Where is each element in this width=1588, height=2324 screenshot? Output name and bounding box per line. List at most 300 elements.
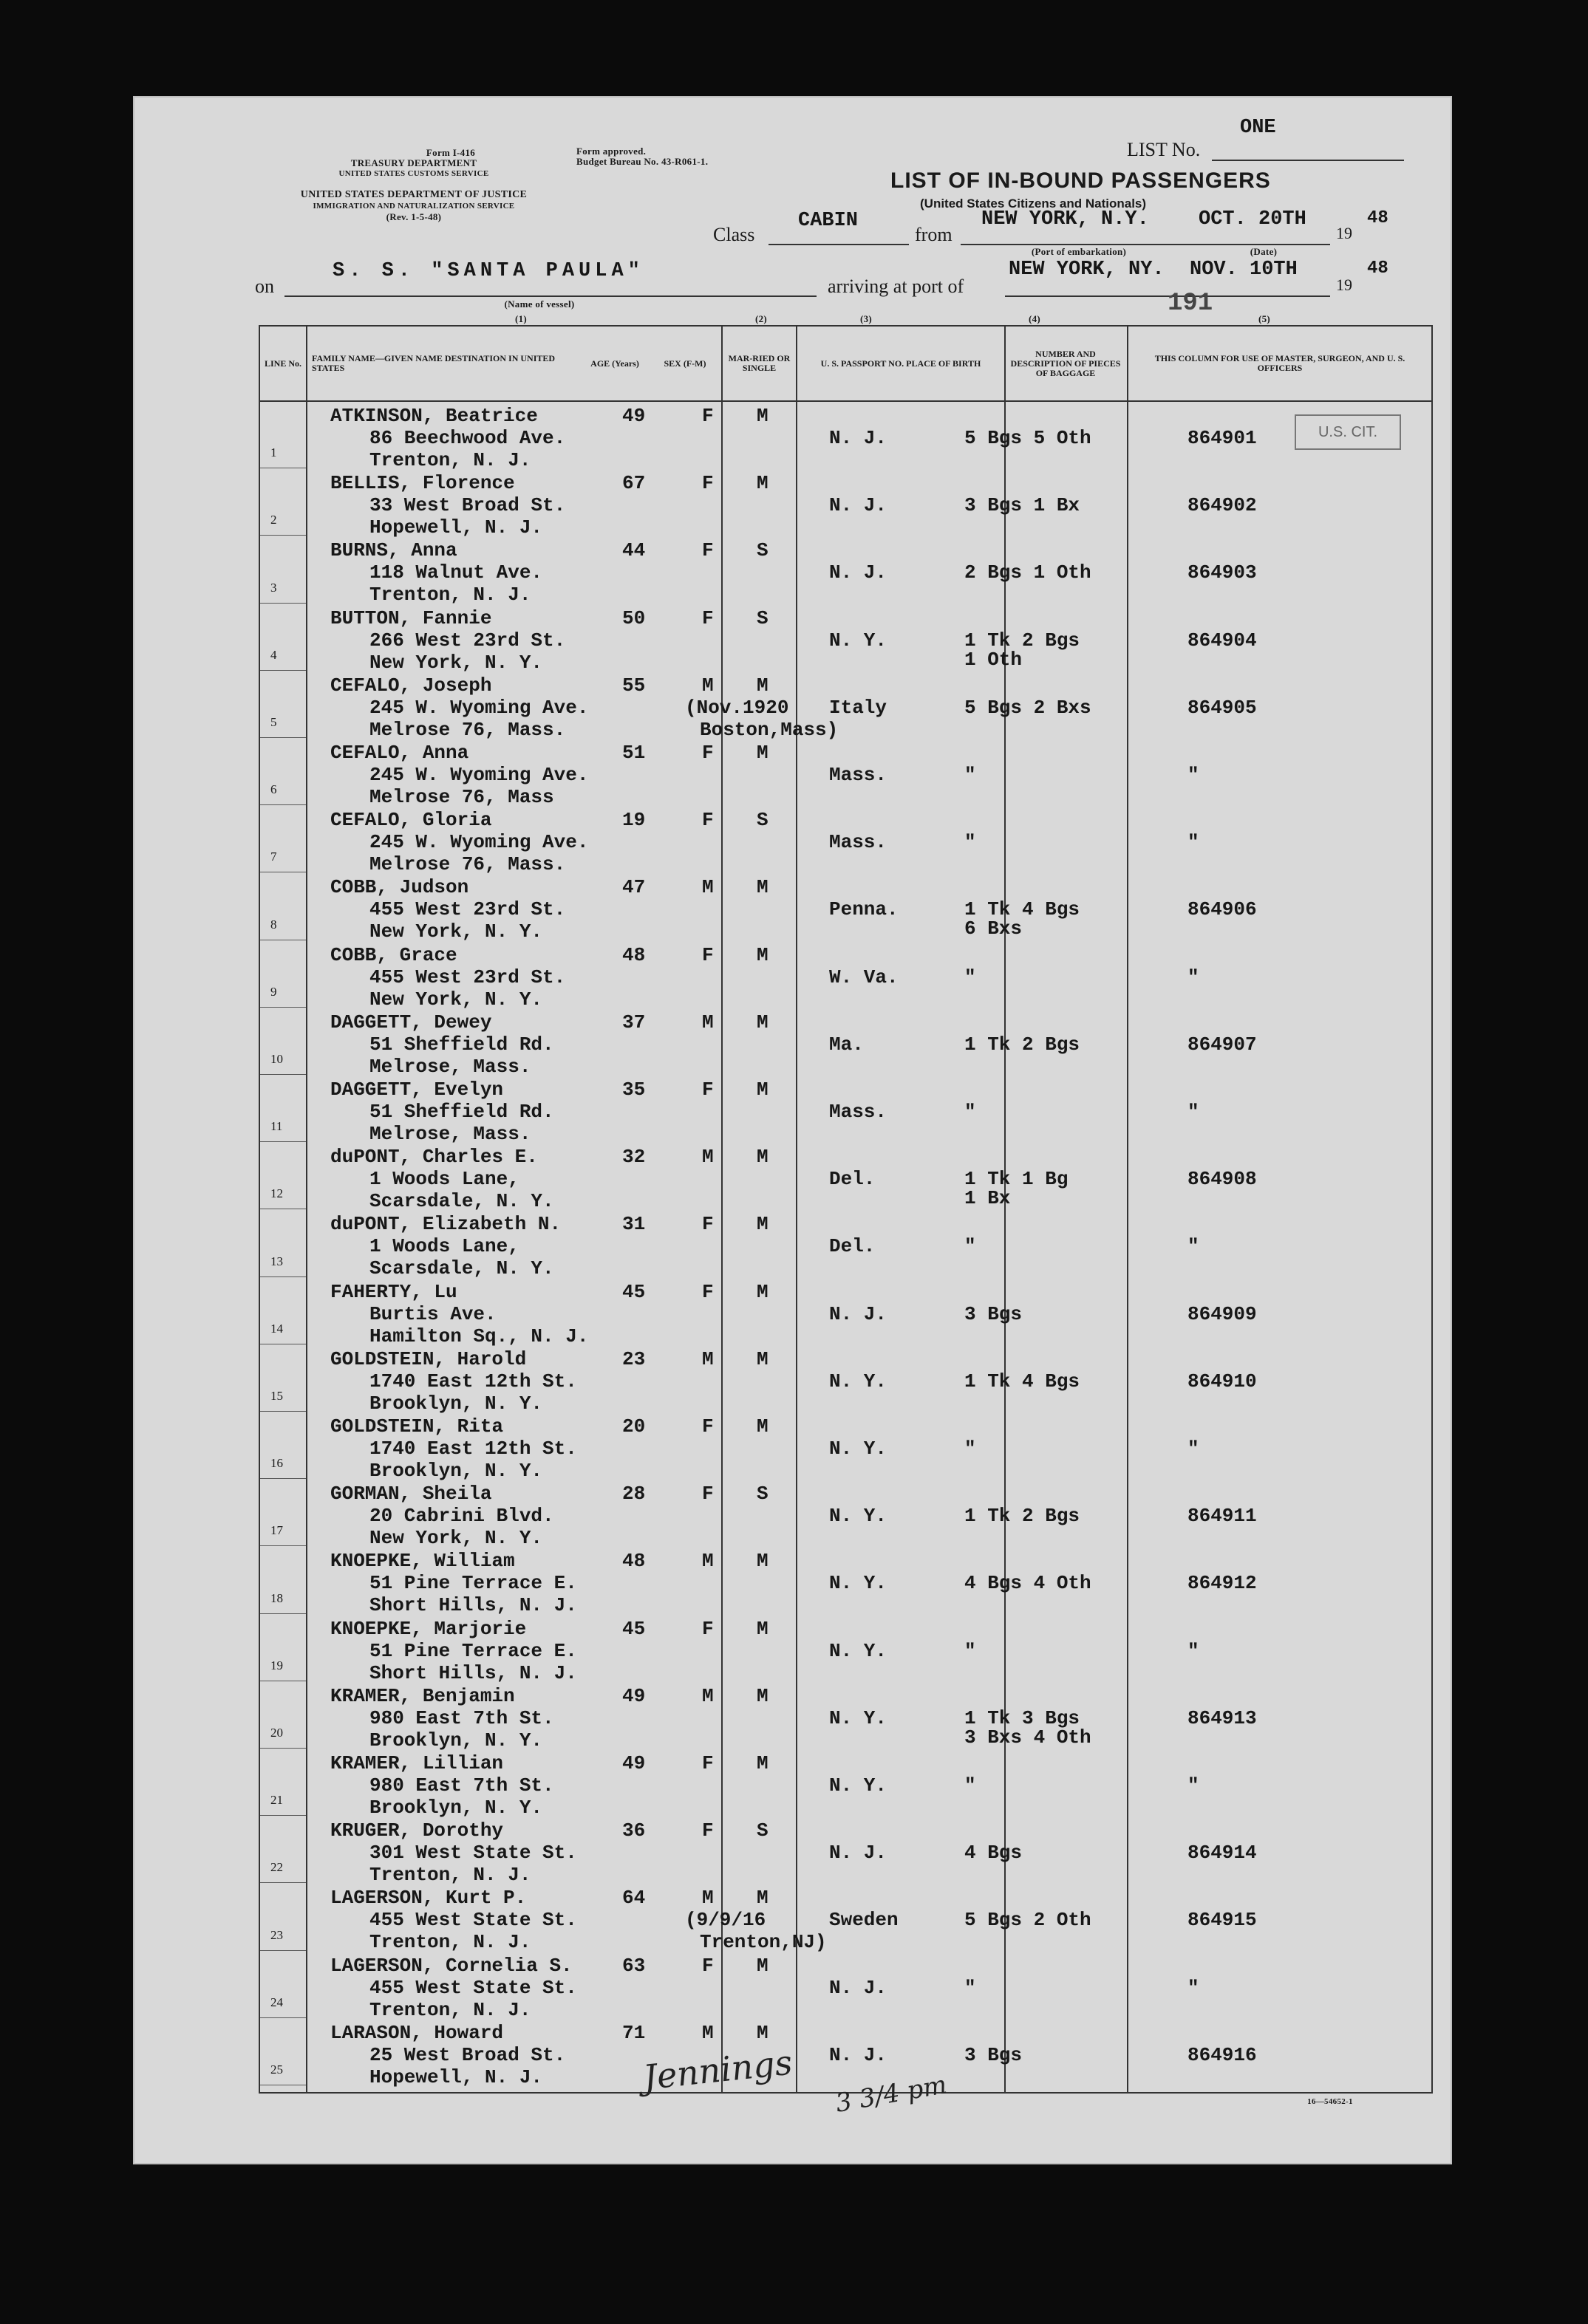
line-number: 24 xyxy=(270,1995,283,2009)
baggage: 5 Bgs 2 Oth xyxy=(964,1909,1091,1932)
destination-street: 245 W. Wyoming Ave. xyxy=(369,764,589,786)
passenger-name: COBB, Grace xyxy=(330,943,457,966)
baggage: 3 Bgs xyxy=(964,2043,1023,2066)
passenger-age: 71 xyxy=(622,2021,646,2044)
revision: (Rev. 1-5-48) xyxy=(386,211,442,222)
destination-street: 455 West 23rd St. xyxy=(369,898,566,921)
passenger-sex: F xyxy=(702,1752,714,1774)
officer-number: 864904 xyxy=(1187,629,1257,652)
baggage: 4 Bgs 4 Oth xyxy=(964,1572,1091,1595)
officer-number: 864916 xyxy=(1187,2043,1257,2066)
destination-street: 1 Woods Lane, xyxy=(369,1168,519,1191)
baggage: 1 Tk 4 Bgs xyxy=(964,898,1080,921)
marital-status: M xyxy=(757,472,769,495)
place-of-birth: Sweden xyxy=(829,1909,899,1932)
destination-street: 245 W. Wyoming Ave. xyxy=(369,831,589,854)
passenger-name: CEFALO, Anna xyxy=(330,742,469,764)
destination-street: 301 West State St. xyxy=(369,1842,577,1865)
line-number: 22 xyxy=(270,1860,283,1875)
port-note: (Port of embarkation) xyxy=(1031,246,1127,257)
row-divider xyxy=(260,1141,306,1142)
passenger-sex: M xyxy=(702,2021,714,2044)
budget-bureau: Budget Bureau No. 43-R061-1. xyxy=(576,156,709,167)
row-divider xyxy=(260,1074,306,1075)
col-num-3: (3) xyxy=(859,313,873,324)
line-number: 17 xyxy=(270,1523,283,1538)
baggage: " xyxy=(964,1235,976,1258)
destination-city: Melrose, Mass. xyxy=(369,1123,531,1145)
arriving-label: arriving at port of xyxy=(828,276,964,297)
officer-number: 864911 xyxy=(1187,1505,1257,1528)
arrival-date: NOV. 10TH xyxy=(1190,259,1298,281)
passenger-age: 31 xyxy=(622,1213,646,1236)
officer-number: 864909 xyxy=(1187,1302,1257,1325)
marital-status: M xyxy=(757,1079,769,1101)
marital-status: M xyxy=(757,2021,769,2044)
place-of-birth: N. Y. xyxy=(829,1572,887,1595)
passenger-sex: F xyxy=(702,1617,714,1640)
row-divider xyxy=(260,535,306,536)
passenger-sex: F xyxy=(702,943,714,966)
passenger-age: 37 xyxy=(622,1011,646,1033)
class-label: Class xyxy=(713,224,755,245)
marital-status: M xyxy=(757,742,769,764)
destination-street: 33 West Broad St. xyxy=(369,494,566,517)
destination-street: 980 East 7th St. xyxy=(369,1774,554,1797)
destination-street: 980 East 7th St. xyxy=(369,1706,554,1729)
row-divider xyxy=(260,1007,306,1008)
line-number: 3 xyxy=(270,580,277,595)
row-divider xyxy=(260,1748,306,1749)
officer-number: 864903 xyxy=(1187,561,1257,584)
marital-status: M xyxy=(757,943,769,966)
col-num-1: (1) xyxy=(514,313,528,324)
destination-city: Brooklyn, N. Y. xyxy=(369,1392,543,1415)
passenger-age: 23 xyxy=(622,1347,646,1370)
line-number: 6 xyxy=(270,782,277,797)
passenger-age: 19 xyxy=(622,809,646,832)
passenger-age: 50 xyxy=(622,606,646,629)
line-number: 12 xyxy=(270,1186,283,1201)
destination-city: Short Hills, N. J. xyxy=(369,1594,577,1617)
from-year: 48 xyxy=(1367,208,1388,228)
passenger-name: GOLDSTEIN, Harold xyxy=(330,1347,527,1370)
marital-status: M xyxy=(757,1011,769,1033)
destination-city: Trenton, N. J. xyxy=(369,1864,531,1887)
destination-city: Trenton, N. J. xyxy=(369,449,531,471)
destination-street: 118 Walnut Ave. xyxy=(369,561,543,584)
destination-street: 86 Beechwood Ave. xyxy=(369,427,566,449)
on-label: on xyxy=(255,276,274,297)
baggage: " xyxy=(964,1438,976,1460)
line-number: 18 xyxy=(270,1590,283,1605)
destination-street: 51 Sheffield Rd. xyxy=(369,1033,554,1056)
passenger-sex: M xyxy=(702,876,714,899)
destination-city: New York, N. Y. xyxy=(369,920,543,943)
header-name: FAMILY NAME—GIVEN NAME DESTINATION IN UNITED STATES xyxy=(312,353,556,373)
marital-status: M xyxy=(757,1752,769,1774)
passenger-age: 36 xyxy=(622,1819,646,1842)
baggage: " xyxy=(964,831,976,854)
passenger-name: KRAMER, Lillian xyxy=(330,1752,504,1774)
baggage: 2 Bgs 1 Oth xyxy=(964,561,1091,584)
row-divider xyxy=(260,603,306,604)
passenger-name: DAGGETT, Dewey xyxy=(330,1011,492,1033)
header-line-no: LINE No. xyxy=(264,358,301,369)
destination-city: Scarsdale, N. Y. xyxy=(369,1257,554,1280)
passenger-age: 47 xyxy=(622,876,646,899)
line-number: 4 xyxy=(270,647,277,662)
passenger-age: 67 xyxy=(622,472,646,495)
baggage-extra: 1 Bx xyxy=(964,1187,1011,1210)
officer-number: " xyxy=(1187,966,1199,988)
row-divider xyxy=(260,1950,306,1951)
place-of-birth: Mass. xyxy=(829,764,887,786)
row-divider xyxy=(260,2017,306,2018)
officer-number: 864908 xyxy=(1187,1168,1257,1191)
passenger-name: BUTTON, Fannie xyxy=(330,606,492,629)
header-officers: THIS COLUMN FOR USE OF MASTER, SURGEON, AND U. S. OFFICERS xyxy=(1154,353,1405,373)
inspector-signature: Jennings xyxy=(641,2042,794,2098)
marital-status: M xyxy=(757,405,769,427)
row-divider xyxy=(260,1545,306,1546)
place-of-birth: Del. xyxy=(829,1235,876,1258)
line-number: 1 xyxy=(270,445,277,460)
passenger-name: LAGERSON, Cornelia S. xyxy=(330,1954,573,1977)
line-number: 10 xyxy=(270,1052,283,1066)
header-sex: SEX (F-M) xyxy=(664,358,706,369)
officer-number: 864914 xyxy=(1187,1842,1257,1865)
officer-number: 864915 xyxy=(1187,1909,1257,1932)
passenger-age: 48 xyxy=(622,943,646,966)
passenger-name: KNOEPKE, William xyxy=(330,1550,515,1573)
list-label: LIST No. xyxy=(1127,139,1201,160)
place-of-birth: N. Y. xyxy=(829,1370,887,1392)
baggage: 5 Bgs 5 Oth xyxy=(964,427,1091,449)
destination-city: Melrose, Mass. xyxy=(369,1055,531,1078)
row-divider xyxy=(260,1882,306,1883)
passenger-sex: F xyxy=(702,1079,714,1101)
destination-street: 1740 East 12th St. xyxy=(369,1438,577,1460)
passenger-sex: F xyxy=(702,742,714,764)
baggage: " xyxy=(964,764,976,786)
treasury-dept: TREASURY DEPARTMENT xyxy=(350,157,477,168)
place-of-birth: Mass. xyxy=(829,831,887,854)
passenger-sex: M xyxy=(702,674,714,697)
marital-status: S xyxy=(757,1483,769,1506)
place-of-birth: N. J. xyxy=(829,1976,887,1999)
officer-number: " xyxy=(1187,764,1199,786)
marital-status: M xyxy=(757,1550,769,1573)
destination-street: 455 West 23rd St. xyxy=(369,966,566,988)
passenger-name: KNOEPKE, Marjorie xyxy=(330,1617,527,1640)
justice-dept: UNITED STATES DEPARTMENT OF JUSTICE xyxy=(300,189,528,200)
list-number: ONE xyxy=(1240,117,1276,139)
officer-number: " xyxy=(1187,1976,1199,1999)
passenger-age: 55 xyxy=(622,674,646,697)
passenger-name: FAHERTY, Lu xyxy=(330,1280,457,1303)
place-of-birth: Italy xyxy=(829,696,887,719)
col-num-5: (5) xyxy=(1258,313,1271,324)
passenger-sex: F xyxy=(702,539,714,562)
officer-number: " xyxy=(1187,1438,1199,1460)
place-of-birth: N. Y. xyxy=(829,1706,887,1729)
officer-number: 864907 xyxy=(1187,1033,1257,1056)
baggage: " xyxy=(964,966,976,988)
baggage: 5 Bgs 2 Bxs xyxy=(964,696,1091,719)
place-of-birth: Penna. xyxy=(829,898,899,921)
line-number: 5 xyxy=(270,715,277,729)
passenger-sex: M xyxy=(702,1684,714,1707)
passenger-age: 51 xyxy=(622,742,646,764)
col-num-2: (2) xyxy=(754,313,768,324)
passenger-name: KRUGER, Dorothy xyxy=(330,1819,504,1842)
naturalization-note: (Nov.1920 xyxy=(685,696,789,719)
passenger-name: GOLDSTEIN, Rita xyxy=(330,1415,504,1438)
marital-status: M xyxy=(757,1684,769,1707)
header-married: MAR-RIED OR SINGLE xyxy=(728,353,791,373)
footer-code: 16—54652-1 xyxy=(1307,2097,1353,2106)
us-citizen-stamp: U.S. CIT. xyxy=(1295,414,1401,450)
passenger-age: 28 xyxy=(622,1483,646,1506)
officer-number: 864901 xyxy=(1187,427,1257,449)
passenger-sex: F xyxy=(702,472,714,495)
year-prefix-2: 19 xyxy=(1336,276,1352,294)
destination-street: 20 Cabrini Blvd. xyxy=(369,1505,554,1528)
destination-street: 51 Pine Terrace E. xyxy=(369,1572,577,1595)
baggage: 3 Bgs 1 Bx xyxy=(964,494,1080,517)
passenger-age: 48 xyxy=(622,1550,646,1573)
header-age: AGE (Years) xyxy=(590,358,639,369)
naturalization-note: (9/9/16 xyxy=(685,1909,766,1932)
row-divider xyxy=(260,804,306,805)
destination-street: 1740 East 12th St. xyxy=(369,1370,577,1392)
destination-city: Trenton, N. J. xyxy=(369,1931,531,1954)
marital-status: M xyxy=(757,674,769,697)
passenger-name: ATKINSON, Beatrice xyxy=(330,405,538,427)
customs-service: UNITED STATES CUSTOMS SERVICE xyxy=(338,169,489,178)
destination-city: New York, N. Y. xyxy=(369,988,543,1011)
marital-status: M xyxy=(757,1146,769,1169)
passenger-name: CEFALO, Joseph xyxy=(330,674,492,697)
list-title: LIST OF IN-BOUND PASSENGERS xyxy=(890,168,1271,193)
destination-city: Hopewell, N. J. xyxy=(369,2065,543,2088)
passenger-age: 49 xyxy=(622,1684,646,1707)
destination-street: 1 Woods Lane, xyxy=(369,1235,519,1258)
passenger-age: 49 xyxy=(622,405,646,427)
destination-city: Hopewell, N. J. xyxy=(369,516,543,539)
year-prefix-1: 19 xyxy=(1336,224,1352,242)
passenger-sex: F xyxy=(702,606,714,629)
row-divider xyxy=(260,737,306,738)
line-number: 15 xyxy=(270,1389,283,1403)
destination-city: Brooklyn, N. Y. xyxy=(369,1460,543,1482)
baggage: " xyxy=(964,1976,976,1999)
destination-city: New York, N. Y. xyxy=(369,1527,543,1550)
destination-city: Brooklyn, N. Y. xyxy=(369,1797,543,1819)
place-of-birth: Del. xyxy=(829,1168,876,1191)
destination-city: Melrose 76, Mass. xyxy=(369,718,566,741)
baggage: 1 Tk 2 Bgs xyxy=(964,1505,1080,1528)
destination-city: New York, N. Y. xyxy=(369,651,543,674)
passenger-sex: M xyxy=(702,1887,714,1910)
destination-city: Scarsdale, N. Y. xyxy=(369,1190,554,1213)
marital-status: S xyxy=(757,809,769,832)
baggage: " xyxy=(964,1639,976,1662)
passenger-sex: F xyxy=(702,1819,714,1842)
passenger-sex: F xyxy=(702,1280,714,1303)
arrival-port: NEW YORK, NY. xyxy=(1009,259,1165,281)
destination-city: Melrose 76, Mass. xyxy=(369,853,566,876)
officer-number: " xyxy=(1187,1774,1199,1797)
form-approved: Form approved. xyxy=(576,146,647,157)
header-baggage: NUMBER AND DESCRIPTION OF PIECES OF BAGGAGE xyxy=(1010,348,1121,378)
passenger-sex: M xyxy=(702,1550,714,1573)
destination-city: Brooklyn, N. Y. xyxy=(369,1729,543,1751)
line-number: 13 xyxy=(270,1254,283,1268)
destination-city: Short Hills, N. J. xyxy=(369,1661,577,1684)
officer-number: " xyxy=(1187,831,1199,854)
line-number: 7 xyxy=(270,850,277,864)
marital-status: M xyxy=(757,876,769,899)
passenger-name: duPONT, Elizabeth N. xyxy=(330,1213,562,1236)
officer-number: " xyxy=(1187,1101,1199,1123)
place-of-birth: Ma. xyxy=(829,1033,864,1056)
place-of-birth: N. Y. xyxy=(829,1505,887,1528)
marital-status: M xyxy=(757,1415,769,1438)
passenger-name: LAGERSON, Kurt P. xyxy=(330,1887,527,1910)
passenger-age: 45 xyxy=(622,1617,646,1640)
passenger-sex: F xyxy=(702,405,714,427)
passenger-age: 35 xyxy=(622,1079,646,1101)
naturalization-place: Boston,Mass) xyxy=(700,718,839,741)
marital-status: M xyxy=(757,1887,769,1910)
baggage: 1 Tk 4 Bgs xyxy=(964,1370,1080,1392)
baggage: " xyxy=(964,1101,976,1123)
class-value: CABIN xyxy=(798,210,859,232)
vessel-note: (Name of vessel) xyxy=(504,298,575,310)
passenger-sex: M xyxy=(702,1347,714,1370)
line-number: 16 xyxy=(270,1456,283,1471)
place-of-birth: N. J. xyxy=(829,1842,887,1865)
passenger-name: duPONT, Charles E. xyxy=(330,1146,538,1169)
baggage: 1 Tk 2 Bgs xyxy=(964,1033,1080,1056)
marital-status: M xyxy=(757,1954,769,1977)
passenger-table xyxy=(259,325,1433,2094)
officer-number: " xyxy=(1187,1639,1199,1662)
line-number: 9 xyxy=(270,984,277,999)
place-of-birth: N. J. xyxy=(829,427,887,449)
place-of-birth: N. Y. xyxy=(829,1639,887,1662)
passenger-name: BURNS, Anna xyxy=(330,539,457,562)
form-number: Form I-416 xyxy=(426,147,476,158)
line-number: 11 xyxy=(270,1119,283,1134)
passenger-sex: M xyxy=(702,1011,714,1033)
passenger-sex: F xyxy=(702,1954,714,1977)
passenger-name: LARASON, Howard xyxy=(330,2021,504,2044)
from-label: from xyxy=(915,224,953,245)
naturalization-place: Trenton,NJ) xyxy=(700,1931,827,1954)
place-of-birth: W. Va. xyxy=(829,966,899,988)
vessel-name: S. S. "SANTA PAULA" xyxy=(333,260,644,282)
destination-city: Trenton, N. J. xyxy=(369,1998,531,2021)
destination-street: Burtis Ave. xyxy=(369,1302,497,1325)
marital-status: M xyxy=(757,1617,769,1640)
from-port: NEW YORK, N.Y. xyxy=(981,208,1149,230)
passenger-sex: F xyxy=(702,1415,714,1438)
marital-status: M xyxy=(757,1347,769,1370)
passenger-name: GORMAN, Sheila xyxy=(330,1483,492,1506)
officer-number: 864902 xyxy=(1187,494,1257,517)
passenger-age: 20 xyxy=(622,1415,646,1438)
col-num-4: (4) xyxy=(1028,313,1041,324)
marital-status: S xyxy=(757,606,769,629)
marital-status: M xyxy=(757,1280,769,1303)
passenger-age: 32 xyxy=(622,1146,646,1169)
place-of-birth: N. Y. xyxy=(829,629,887,652)
place-of-birth: N. J. xyxy=(829,561,887,584)
officer-number: 864913 xyxy=(1187,1706,1257,1729)
destination-street: 245 W. Wyoming Ave. xyxy=(369,696,589,719)
passenger-age: 63 xyxy=(622,1954,646,1977)
passenger-name: KRAMER, Benjamin xyxy=(330,1684,515,1707)
destination-street: 51 Sheffield Rd. xyxy=(369,1101,554,1123)
marital-status: S xyxy=(757,1819,769,1842)
row-divider xyxy=(260,1478,306,1479)
destination-city: Melrose 76, Mass xyxy=(369,786,554,808)
destination-street: 266 West 23rd St. xyxy=(369,629,566,652)
destination-street: 25 West Broad St. xyxy=(369,2043,566,2066)
passenger-age: 45 xyxy=(622,1280,646,1303)
header-passport: U. S. PASSPORT NO. PLACE OF BIRTH xyxy=(820,358,981,369)
line-number: 2 xyxy=(270,513,277,527)
place-of-birth: N. Y. xyxy=(829,1438,887,1460)
baggage: 4 Bgs xyxy=(964,1842,1023,1865)
baggage: 3 Bgs xyxy=(964,1302,1023,1325)
baggage-extra: 6 Bxs xyxy=(964,917,1023,940)
passenger-name: COBB, Judson xyxy=(330,876,469,899)
signature-note: 3 3/4 pm xyxy=(833,2070,950,2119)
row-divider xyxy=(260,1411,306,1412)
baggage-extra: 3 Bxs 4 Oth xyxy=(964,1726,1091,1749)
destination-street: 455 West State St. xyxy=(369,1909,577,1932)
list-subtitle: (United States Citizens and Nationals) xyxy=(920,196,1147,211)
officer-number: " xyxy=(1187,1235,1199,1258)
row-divider xyxy=(260,1613,306,1614)
place-of-birth: Mass. xyxy=(829,1101,887,1123)
ins-service: IMMIGRATION AND NATURALIZATION SERVICE xyxy=(313,202,515,211)
place-of-birth: N. J. xyxy=(829,2043,887,2066)
destination-street: 455 West State St. xyxy=(369,1976,577,1999)
line-number: 8 xyxy=(270,917,277,932)
passenger-sex: F xyxy=(702,1483,714,1506)
passenger-name: CEFALO, Gloria xyxy=(330,809,492,832)
baggage: 1 Tk 2 Bgs xyxy=(964,629,1080,652)
passenger-sex: F xyxy=(702,1213,714,1236)
line-number: 19 xyxy=(270,1658,283,1672)
place-of-birth: N. J. xyxy=(829,494,887,517)
place-of-birth: N. Y. xyxy=(829,1774,887,1797)
baggage-extra: 1 Oth xyxy=(964,648,1023,671)
line-number: 23 xyxy=(270,1927,283,1942)
baggage: 1 Tk 3 Bgs xyxy=(964,1706,1080,1729)
row-divider xyxy=(260,1815,306,1816)
arrival-year: 48 xyxy=(1367,259,1388,278)
date-note: (Date) xyxy=(1250,246,1278,257)
officer-number: 864905 xyxy=(1187,696,1257,719)
line-number: 20 xyxy=(270,1726,283,1740)
passenger-age: 44 xyxy=(622,539,646,562)
